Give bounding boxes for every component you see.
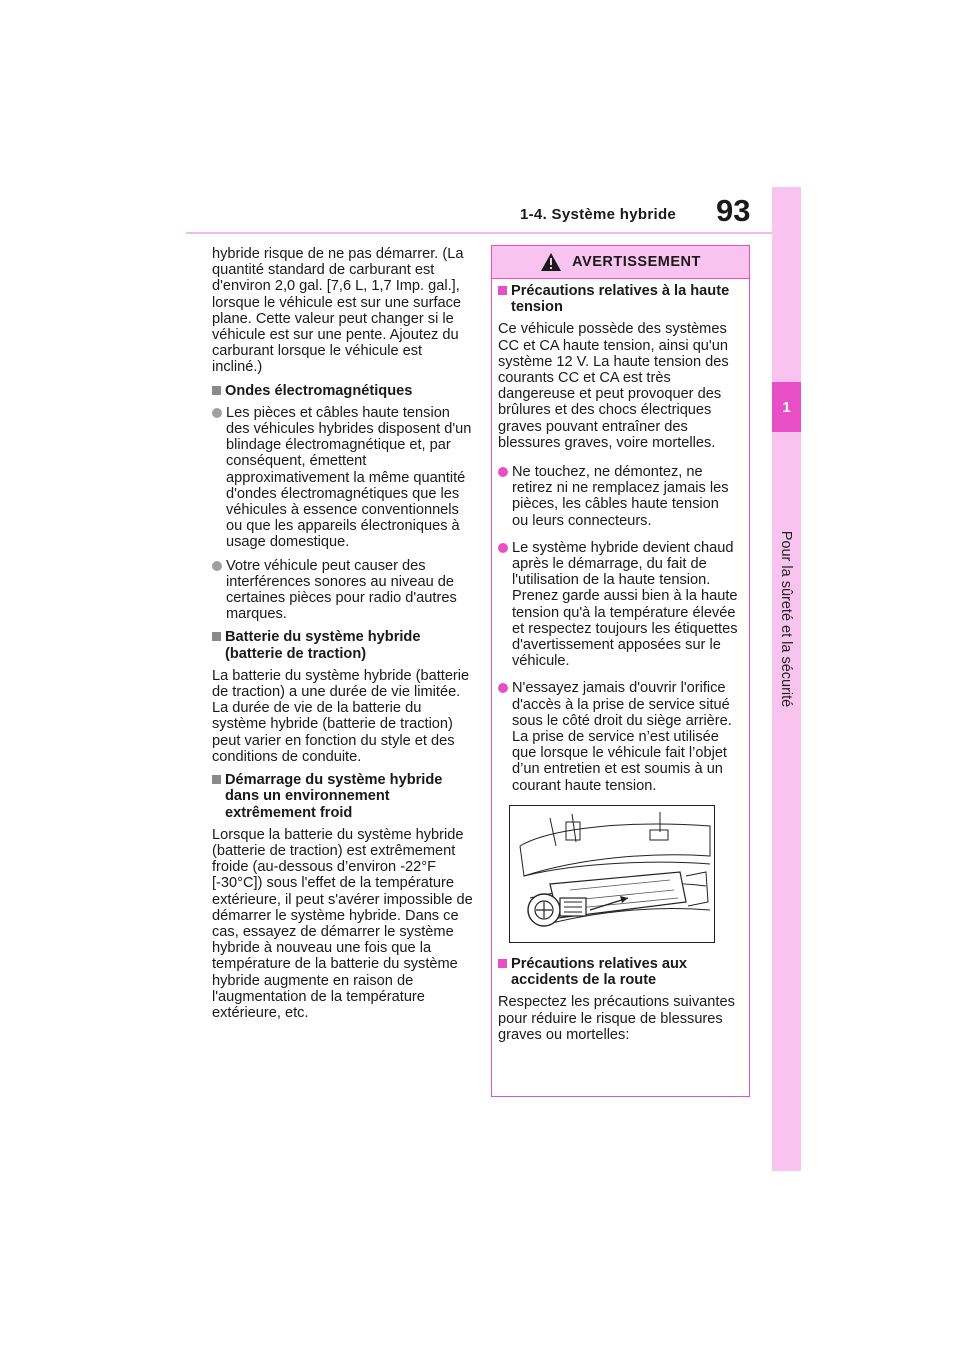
round-bullet-icon bbox=[498, 467, 508, 477]
chapter-title: Pour la sûreté et la sécurité bbox=[778, 530, 794, 708]
square-bullet-icon bbox=[498, 959, 507, 968]
service-plug-illustration bbox=[509, 805, 715, 943]
section-title: 1-4. Système hybride bbox=[520, 206, 677, 223]
header-rule bbox=[186, 232, 772, 234]
warning-box bbox=[491, 245, 750, 1097]
list-item: Les pièces et câbles haute tension des véhicules hybrides disposent d'un blindage électromagnétique et, par conséquent, émettent approximativement la même quantité d'ondes électromagnétiques que les véhicules à essence conventionnels ou que les appareils électroniques à usage domestique. bbox=[212, 405, 474, 551]
paragraph: Ce véhicule possède des systèmes CC et CA haute tension, ainsi qu'un système 12 V. La haute tension des courants CC et CA est très dangereuse et peut provoquer des brûlures et des chocs électriques graves pouvant entraîner des blessures graves, voire mortelles. bbox=[498, 321, 729, 451]
warning-triangle-icon bbox=[540, 252, 562, 272]
square-bullet-icon bbox=[212, 632, 221, 641]
round-bullet-icon bbox=[498, 543, 508, 553]
paragraph: Lorsque la batterie du système hybride (batterie de traction) est extrêmement froide (au-dessous d’environ -22°F [-30°C]) sous l'effet de la température extérieure, il peut s'avérer impossible de démarrer le système hybride. Dans ce cas, essayez de démarrer le système hybride à nouveau une fois que la température de la batterie du système hybride augmente en raison de l'augmentation de la température extérieure, etc. bbox=[212, 826, 473, 1021]
square-bullet-icon bbox=[498, 286, 507, 295]
left-column bbox=[212, 246, 474, 1028]
warning-body bbox=[498, 283, 738, 1056]
section-heading: Ondes électromagnétiques bbox=[212, 383, 474, 399]
list-item: Votre véhicule peut causer des interférences sonores au niveau de certaines pièces pour radio d'autres marques. bbox=[212, 558, 474, 623]
list-item: N'essayez jamais d'ouvrir l'orifice d'accès à la prise de service situé sous le côté droit du siège arrière. La prise de service n’est utilisée que lorsque le véhicule fait l’objet d’un entretien et est soumis à un courant haute tension. bbox=[498, 680, 738, 793]
paragraph: La batterie du système hybride (batterie de traction) a une durée de vie limitée. La durée de vie de la batterie du système hybride (batterie de traction) peut varier en fonction du style et des conditions de conduite. bbox=[212, 667, 470, 765]
section-heading: Batterie du système hybride (batterie de traction) bbox=[212, 629, 474, 661]
chapter-side-tab bbox=[772, 187, 801, 1171]
round-bullet-icon bbox=[498, 683, 508, 693]
paragraph: Respectez les précautions suivantes pour réduire le risque de blessures graves ou mortelles: bbox=[498, 994, 735, 1043]
intro-paragraph: hybride risque de ne pas démarrer. (La quantité standard de carburant est d'environ 2,0 gal. [7,6 L, 1,7 Imp. gal.], lorsque le véhicule est sur une surface plane. Cette valeur peut changer si le véhicule est sur une pente. Ajoutez du carburant lorsque le véhicule est incliné.) bbox=[212, 246, 464, 376]
warning-title: AVERTISSEMENT bbox=[572, 254, 701, 270]
page-number: 93 bbox=[716, 193, 751, 228]
list-item: Ne touchez, ne démontez, ne retirez ni ne remplacez jamais les pièces, les câbles haute tension ou leurs connecteurs. bbox=[498, 464, 738, 529]
warning-header bbox=[492, 246, 749, 279]
square-bullet-icon bbox=[212, 386, 221, 395]
warning-section-heading: Précautions relatives aux accidents de la route bbox=[498, 956, 738, 988]
round-bullet-icon bbox=[212, 408, 222, 418]
round-bullet-icon bbox=[212, 561, 222, 571]
warning-section-heading: Précautions relatives à la haute tension bbox=[498, 283, 738, 315]
chapter-number: 1 bbox=[772, 382, 801, 432]
square-bullet-icon bbox=[212, 775, 221, 784]
list-item: Le système hybride devient chaud après le démarrage, du fait de l'utilisation de la haute tension. Prenez garde aussi bien à la haute tension qu'à la température élevée et respectez toujours les étiquettes d'avertissement apposées sur le véhicule. bbox=[498, 540, 738, 670]
section-heading: Démarrage du système hybride dans un environnement extrêmement froid bbox=[212, 772, 474, 821]
